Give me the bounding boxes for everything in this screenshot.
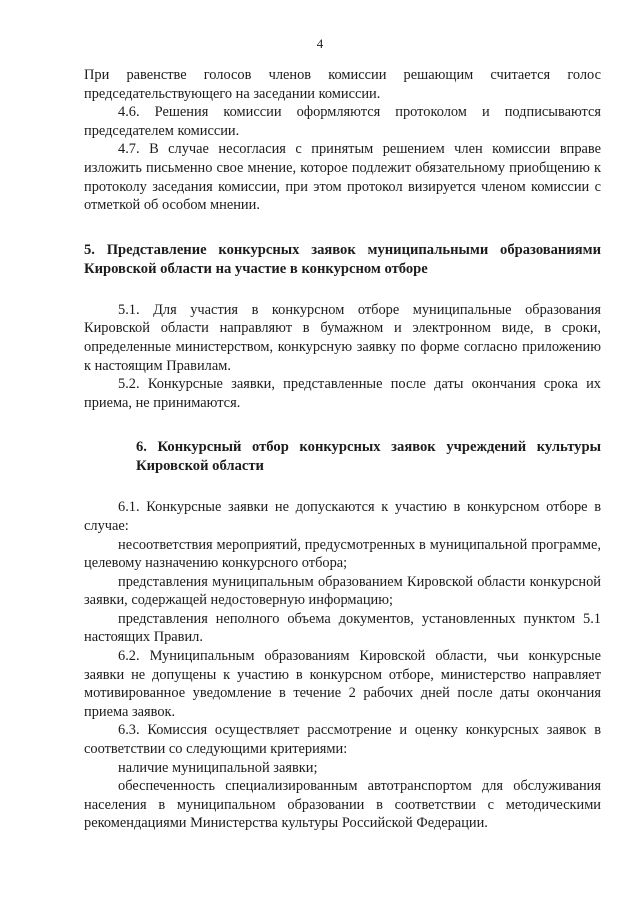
- list-item-nonconformity: несоответствия мероприятий, предусмотренных в муниципальной программе, целевому назначению конкурсного отбора;: [84, 536, 601, 572]
- section-6-heading: 6. Конкурсный отбор конкурсных заявок учреждений культуры Кировской области: [136, 439, 601, 475]
- paragraph-5-2: 5.2. Конкурсные заявки, представленные после даты окончания срока их приема, не принимаются.: [84, 376, 601, 411]
- paragraph-4-6: 4.6. Решения комиссии оформляются протоколом и подписываются председателем комиссии.: [84, 104, 601, 139]
- paragraph-6-1: 6.1. Конкурсные заявки не допускаются к участию в конкурсном отборе в случае:: [84, 499, 601, 534]
- criterion-vehicle-provision: обеспеченность специализированным автотранспортом для обслуживания населения в муниципальном образовании в соответствии с методическими рекомендациями Министерства культуры Российской Федерации.: [84, 778, 601, 832]
- paragraph-tie-vote: При равенстве голосов членов комиссии решающим считается голос председательствующего на заседании комиссии.: [84, 67, 601, 102]
- paragraph-6-3: 6.3. Комиссия осуществляет рассмотрение и оценку конкурсных заявок в соответствии со следующими критериями:: [84, 722, 601, 758]
- criterion-municipal-application: наличие муниципальной заявки;: [118, 759, 318, 776]
- paragraph-5-1: 5.1. Для участия в конкурсном отборе муниципальные образования Кировской области направляют в бумажном и электронном виде, в сроки, определенные министерством, конкурсную заявку по форме согласно приложению к настоящим Правилам.: [84, 301, 601, 374]
- section-5-heading: 5. Представление конкурсных заявок муниципальными образованиями Кировской области на участие в конкурсном отборе: [84, 241, 601, 277]
- paragraph-6-2: 6.2. Муниципальным образованиям Кировской области, чьи конкурсные заявки не допущены к участию в конкурсном отборе, министерство направляет мотивированное уведомление в течение 2 рабочих дней после даты окончания приема заявок.: [84, 648, 601, 720]
- list-item-false-info: представления муниципальным образованием Кировской области конкурсной заявки, содержащей недостоверную информацию;: [84, 573, 601, 609]
- paragraph-4-7: 4.7. В случае несогласия с принятым решением член комиссии вправе изложить письменно свое мнение, которое подлежит обязательному приобщению к протоколу заседания комиссии, при этом протокол визируется членом комиссии с отметкой об особом мнении.: [84, 141, 601, 214]
- document-body: [84, 66, 601, 833]
- list-item-incomplete-docs: представления неполного объема документов, установленных пунктом 5.1 настоящих Правил.: [84, 610, 601, 646]
- page-number: 4: [316, 36, 324, 51]
